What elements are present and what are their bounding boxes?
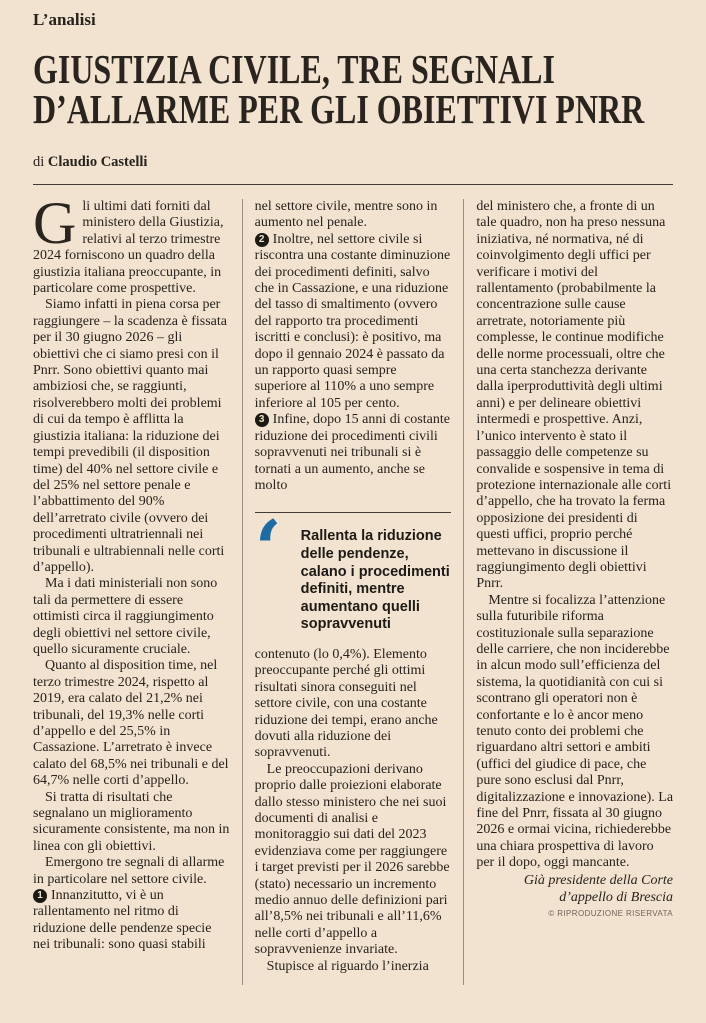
paragraph	[255, 232, 452, 412]
paragraph: Stupisce al riguardo l’inerzia	[266, 958, 429, 974]
drop-cap: G	[33, 199, 77, 256]
paragraph: Le preoccupazioni derivano proprio dalle proiezioni elaborate dallo stesso ministero che nei suoi documenti di analisi e monitoraggio sui dati del 2023 evidenziava come per raggiungere i target previsti per il 2026 sarebbe (stato) necessario un incremento medio annuo delle definizioni pari all’8,5% nei tribunali e all’11,6% nelle corti d’appello a sopravvenienze invariate.	[254, 761, 450, 958]
paragraph: Siamo infatti in piena corsa per raggiungere – la scadenza è fissata per il 30 giugno 2026 – gli obiettivi che ci siamo presi con il Pnrr. Sono obiettivi quanto mai ambiziosi che, se raggiunti, risolverebbero molti dei problemi di cui da tempo è afflitta la giustizia italiana: la riduzione dei tempi prevedibili (il disposition time) del 40% nel settore civile e del 25% nel settore penale e l’abbattimento del 90% dell’arretrato civile (ovvero dei procedimenti ultratriennali nei tribunali e ultrabiennali nelle corti d’appello).	[33, 297, 227, 575]
numbered-badge-1: 1	[33, 889, 47, 903]
numbered-badge-3: 3	[255, 413, 269, 427]
paragraph: nel settore civile, mentre sono in aumento nel penale.	[254, 199, 438, 231]
article-body	[33, 199, 673, 991]
title-line-1: GIUSTIZIA CIVILE, TRE SEGNALI	[33, 46, 555, 92]
column-divider	[463, 199, 464, 985]
copyright-notice: © RIPRODUZIONE RISERVATA	[548, 908, 673, 918]
paragraph: Ma i dati ministeriali non sono tali da permettere di essere ottimisti circa il raggiungimento degli obiettivi nel settore civile, quello sicuramente cruciale.	[33, 576, 218, 657]
paragraph: Quanto al disposition time, nel terzo trimestre 2024, rispetto al 2019, era calato del 21,2% nei tribunali, del 19,3% nelle corti d’appello e del 25,5% in Cassazione. L’arretrato è invece calato del 68,5% nei tribunali e del 64,7% nelle corti d’appello.	[33, 658, 229, 789]
paragraph-text: Innanzitutto, vi è un rallentamento nel ritmo di riduzione delle pendenze specie nei tribunali: sono quasi stabili	[33, 888, 212, 953]
numbered-badge-2: 2	[255, 233, 269, 247]
quote-icon: ‘	[254, 504, 282, 596]
paragraph: del ministero che, a fronte di un tale quadro, non ha preso nessuna iniziativa, né normativa, né di coinvolgimento degli uffici per verificare i motivi del rallentamento (probabilmente la concentrazione sulle cause arretrate, notoriamente più complesse, le continue modifiche delle norme processuali, oltre che una certa stanchezza derivante dalla iperproduttività degli ultimi anni) e per delineare obiettivi intermedi e prospettive. Anzi, l’unico intervento è stato il passaggio delle competenze su convalide e sospensive in tema di protezione internazionale alle corti d’appello, che ha trovato la ferma opposizione dei presidenti di questi uffici, proprio perché mettevano in discussione il raggiungimento degli obiettivi Pnrr.	[476, 199, 672, 592]
paragraph: Si tratta di risultati che segnalano un miglioramento sicuramente consistente, ma non in linea con gli obiettivi.	[33, 789, 230, 854]
paragraph: Emergono tre segnali di allarme in particolare nel settore civile.	[33, 855, 225, 887]
pull-quote	[254, 504, 452, 634]
author-signature: Già presidente della Corte d’appello di Brescia	[523, 872, 673, 905]
paragraph-text: Infine, dopo 15 anni di costante riduzione dei procedimenti civili sopravvenuti nei tribunali si è tornati a un aumento, anche se molto	[254, 412, 450, 493]
author-name: Claudio Castelli	[47, 154, 148, 170]
title-line-2: D’ALLARME PER GLI OBIETTIVI PNRR	[33, 86, 645, 132]
column-1	[33, 199, 230, 991]
column-2	[255, 199, 452, 991]
section-kicker: L’analisi	[33, 10, 96, 29]
byline	[33, 154, 673, 171]
column-3	[476, 199, 673, 991]
paragraph: Mentre si focalizza l’attenzione sulla futuribile riforma costituzionale sulla separazione delle carriere, che non inciderebbe in alcun modo sull’efficienza del sistema, la quotidianità con cui si scontrano gli operatori non è confortante e lo è ancor meno tenuto conto dei problemi che riguardano altri settori e ambiti (uffici del giudice di pace, che pure sono esclusi dal Pnrr, digitalizzazione e innovazione). La fine del Pnrr, fissata al 30 giugno 2026 e ormai vicina, richiederebbe una chiara prospettiva di lavoro per il dopo, oggi mancante.	[476, 592, 673, 871]
paragraph-text: li ultimi dati forniti dal ministero della Giustizia, relativi al terzo trimestre 2024 forniscono un quadro della giustizia italiana preoccupante, in particolare come prospettive.	[33, 199, 224, 297]
paragraph-text: Inoltre, nel settore civile si riscontra una costante diminuzione dei procedimenti definiti, salvo che in Cassazione, e una riduzione del tasso di smaltimento (ovvero del rapporto tra procedimenti iscritti e conclusi): è positivo, ma dopo il gennaio 2024 è passato da un rapporto quasi sempre superiore al 110% a uno sempre inferiore al 105 per cento.	[254, 231, 451, 411]
paragraph	[255, 412, 452, 494]
paragraph	[33, 199, 230, 297]
column-divider	[242, 199, 243, 985]
paragraph: contenuto (lo 0,4%). Elemento preoccupante perché gli ottimi risultati sinora conseguiti nel settore civile, con una costante riduzione dei tempi, erano anche dovuti alla riduzione dei sopravvenuti.	[254, 646, 438, 761]
paragraph	[33, 888, 230, 954]
header-rule	[33, 184, 673, 185]
byline-prefix: di	[33, 154, 45, 170]
article-title	[33, 46, 645, 132]
pull-quote-text: Rallenta la riduzione delle pendenze, calano i procedimenti definiti, mentre aumentano quelli sopravvenuti	[300, 528, 450, 633]
